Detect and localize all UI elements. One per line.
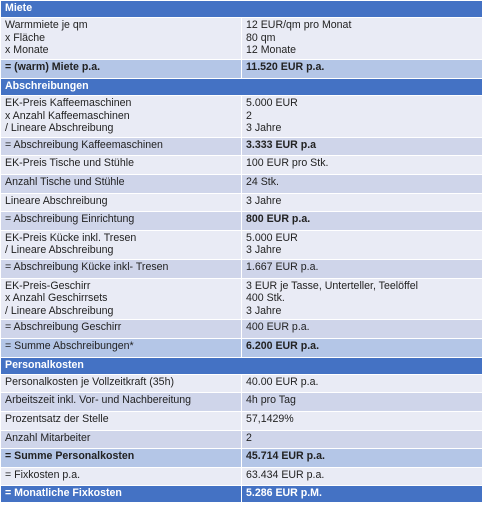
label-line: = Fixkosten p.a. [5,468,81,481]
table-row [1,467,482,486]
table-row [1,137,482,156]
row-value-cell [242,95,482,137]
row-label-cell [1,338,242,357]
row-value-cell [242,174,482,193]
row-label-cell [1,174,242,193]
label-line: = Abschreibung Geschirr [5,321,122,334]
label-line: = Abschreibung Kücke inkl- Tresen [5,260,169,273]
row-label-cell [1,430,242,449]
value-line: 24 Stk. [246,175,279,188]
value-line: 45.714 EUR p.a. [246,450,325,463]
row-value-cell [242,212,482,231]
row-label-cell [1,156,242,175]
row-label-cell [1,486,242,503]
label-line: = Monatliche Fixkosten [5,487,122,500]
value-line: 5.286 EUR p.M. [246,487,322,500]
label-line: = Summe Abschreibungen* [5,339,134,352]
row-value-cell [242,486,482,503]
section-header-row [1,1,482,18]
label-line: EK-Preis-Geschirr [5,279,91,292]
value-line: 4h pro Tag [246,394,296,407]
row-label-cell [1,230,242,259]
value-line: 12 Monate [246,44,297,57]
table-row [1,230,482,259]
subtotal-row [1,338,482,357]
label-line: x Monate [5,44,49,57]
section-title: Personalkosten [1,357,482,374]
table-row [1,393,482,412]
cost-table-body [1,1,482,503]
row-value-cell [242,193,482,212]
label-line: / Lineare Abschreibung [5,304,114,317]
row-value-cell [242,374,482,393]
value-line: 6.200 EUR p.a. [246,339,320,352]
label-line: Arbeitszeit inkl. Vor- und Nachbereitung [5,394,192,407]
row-label-cell [1,393,242,412]
label-line: Lineare Abschreibung [5,194,108,207]
value-line: 400 EUR p.a. [246,321,310,334]
section-title: Miete [1,1,482,18]
section-header-row [1,357,482,374]
row-label-cell [1,212,242,231]
table-row [1,174,482,193]
label-line: EK-Preis Kaffeemaschinen [5,96,132,109]
table-row [1,156,482,175]
row-value-cell [242,320,482,339]
label-line: = Abschreibung Kaffeemaschinen [5,138,163,151]
label-line: Personalkosten je Vollzeitkraft (35h) [5,375,174,388]
label-line: x Anzahl Kaffeemaschinen [5,109,130,122]
row-label-cell [1,95,242,137]
row-value-cell [242,156,482,175]
value-line: 2 [246,109,252,122]
table-row [1,193,482,212]
row-value-cell [242,18,482,60]
value-line: 12 EUR/qm pro Monat [246,19,352,32]
row-value-cell [242,278,482,320]
row-value-cell [242,137,482,156]
label-line: EK-Preis Kücke inkl. Tresen [5,231,137,244]
value-line: 1.667 EUR p.a. [246,260,319,273]
value-line: 100 EUR pro Stk. [246,157,329,170]
label-line: = Summe Personalkosten [5,450,135,463]
label-line: x Anzahl Geschirrsets [5,292,108,305]
table-row [1,430,482,449]
label-line: x Fläche [5,31,46,44]
row-value-cell [242,430,482,449]
value-line: 11.520 EUR p.a. [246,61,325,74]
row-value-cell [242,60,482,79]
row-value-cell [242,230,482,259]
value-line: 2 [246,431,252,444]
value-line: 57,1429% [246,413,294,425]
value-line: 3.333 EUR p.a [246,138,317,151]
row-label-cell [1,320,242,339]
value-line: 63.434 EUR p.a. [246,468,325,481]
row-value-cell [242,467,482,486]
row-label-cell [1,449,242,468]
label-line: Anzahl Tische und Stühle [5,175,125,188]
value-line: 3 EUR je Tasse, Unterteller, Teelöffel [246,279,418,292]
label-line: = Abschreibung Einrichtung [5,213,135,226]
value-line: 80 qm [246,31,276,44]
value-line: 40.00 EUR p.a. [246,375,319,388]
row-value-cell [242,338,482,357]
label-line: Anzahl Mitarbeiter [5,431,91,444]
table-row [1,95,482,137]
row-value-cell [242,412,482,431]
table-row [1,374,482,393]
table-row [1,412,482,431]
subtotal-row [1,60,482,79]
row-label-cell [1,18,242,60]
row-value-cell [242,259,482,278]
row-label-cell [1,137,242,156]
value-line: 3 Jahre [246,122,282,135]
row-label-cell [1,467,242,486]
value-line: 3 Jahre [246,244,282,257]
row-value-cell [242,393,482,412]
total-row [1,486,482,503]
label-line: = (warm) Miete p.a. [5,61,101,74]
value-line: 3 Jahre [246,194,282,207]
table-row [1,278,482,320]
table-row [1,212,482,231]
label-line: / Lineare Abschreibung [5,244,114,257]
value-line: 3 Jahre [246,304,282,317]
label-line: / Lineare Abschreibung [5,122,114,135]
value-line: 800 EUR p.a. [246,213,311,226]
value-line: 5.000 EUR [246,96,298,109]
row-label-cell [1,374,242,393]
label-line: Warmmiete je qm [5,19,88,32]
table-row [1,320,482,339]
table-row [1,18,482,60]
subtotal-row [1,449,482,468]
row-label-cell [1,278,242,320]
section-title: Abschreibungen [1,78,482,95]
table-row [1,259,482,278]
row-label-cell [1,193,242,212]
value-line: 5.000 EUR [246,231,298,244]
row-label-cell [1,60,242,79]
value-line: 400 Stk. [246,292,285,305]
row-label-cell [1,259,242,278]
label-line: Prozentsatz der Stelle [5,413,109,425]
section-header-row [1,78,482,95]
label-line: EK-Preis Tische und Stühle [5,157,134,170]
row-label-cell [1,412,242,431]
row-value-cell [242,449,482,468]
